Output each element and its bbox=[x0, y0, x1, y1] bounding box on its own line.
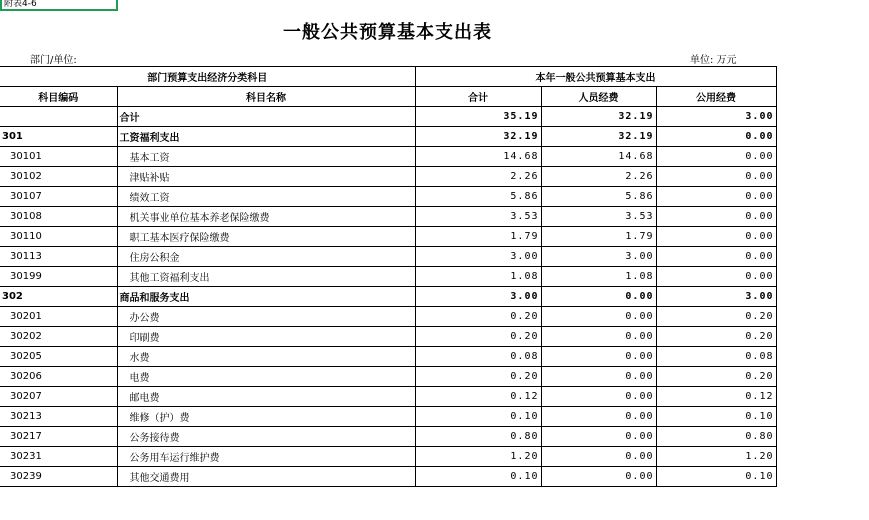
row-code: 30201 bbox=[0, 307, 117, 327]
row-code: 30199 bbox=[0, 267, 117, 287]
table-row bbox=[0, 207, 776, 227]
table-row bbox=[0, 467, 776, 487]
row-personnel: 1.08 bbox=[541, 267, 656, 287]
table-row bbox=[0, 327, 776, 347]
row-code: 30213 bbox=[0, 407, 117, 427]
row-name: 机关事业单位基本养老保险缴费 bbox=[117, 207, 415, 227]
row-code: 30207 bbox=[0, 387, 117, 407]
table-row bbox=[0, 227, 776, 247]
row-personnel: 5.86 bbox=[541, 187, 656, 207]
row-name: 公务接待费 bbox=[117, 427, 415, 447]
header-name: 科目名称 bbox=[117, 87, 415, 107]
row-name: 津贴补贴 bbox=[117, 167, 415, 187]
header-code: 科目编码 bbox=[0, 87, 117, 107]
page-title: 一般公共预算基本支出表 bbox=[283, 22, 492, 43]
row-code: 30108 bbox=[0, 207, 117, 227]
row-public: 0.00 bbox=[656, 207, 776, 227]
row-code: 30217 bbox=[0, 427, 117, 447]
table-row bbox=[0, 147, 776, 167]
table-row bbox=[0, 287, 776, 307]
row-total: 5.86 bbox=[415, 187, 541, 207]
row-public: 0.00 bbox=[656, 127, 776, 147]
unit-label: 单位: 万元 bbox=[690, 55, 737, 66]
row-name: 基本工资 bbox=[117, 147, 415, 167]
row-name: 住房公积金 bbox=[117, 247, 415, 267]
row-name: 水费 bbox=[117, 347, 415, 367]
row-name: 商品和服务支出 bbox=[117, 287, 415, 307]
table-row bbox=[0, 407, 776, 427]
row-total: 32.19 bbox=[415, 127, 541, 147]
row-personnel: 1.79 bbox=[541, 227, 656, 247]
row-public: 0.00 bbox=[656, 247, 776, 267]
dept-label: 部门/单位: bbox=[30, 55, 77, 66]
table-row bbox=[0, 367, 776, 387]
row-public: 3.00 bbox=[656, 107, 776, 127]
row-name: 职工基本医疗保险缴费 bbox=[117, 227, 415, 247]
row-code: 30202 bbox=[0, 327, 117, 347]
row-total: 0.10 bbox=[415, 407, 541, 427]
row-personnel: 0.00 bbox=[541, 347, 656, 367]
row-name: 办公费 bbox=[117, 307, 415, 327]
header-column-row bbox=[0, 87, 776, 107]
row-code: 30110 bbox=[0, 227, 117, 247]
row-code: 301 bbox=[0, 127, 117, 147]
row-name: 工资福利支出 bbox=[117, 127, 415, 147]
row-name: 其他工资福利支出 bbox=[117, 267, 415, 287]
row-personnel: 2.26 bbox=[541, 167, 656, 187]
row-name: 印刷费 bbox=[117, 327, 415, 347]
header-group-right: 本年一般公共预算基本支出 bbox=[415, 67, 776, 87]
row-public: 0.12 bbox=[656, 387, 776, 407]
row-code: 30239 bbox=[0, 467, 117, 487]
row-public: 0.20 bbox=[656, 307, 776, 327]
row-total: 0.20 bbox=[415, 367, 541, 387]
row-code: 30102 bbox=[0, 167, 117, 187]
header-personnel: 人员经费 bbox=[541, 87, 656, 107]
row-personnel: 32.19 bbox=[541, 107, 656, 127]
row-code: 30205 bbox=[0, 347, 117, 367]
row-name: 公务用车运行维护费 bbox=[117, 447, 415, 467]
row-total: 2.26 bbox=[415, 167, 541, 187]
row-public: 0.20 bbox=[656, 327, 776, 347]
row-personnel: 0.00 bbox=[541, 287, 656, 307]
row-total: 3.53 bbox=[415, 207, 541, 227]
row-personnel: 0.00 bbox=[541, 367, 656, 387]
row-personnel: 0.00 bbox=[541, 447, 656, 467]
row-personnel: 0.00 bbox=[541, 307, 656, 327]
row-name: 其他交通费用 bbox=[117, 467, 415, 487]
table-row bbox=[0, 187, 776, 207]
row-public: 0.20 bbox=[656, 367, 776, 387]
row-personnel: 0.00 bbox=[541, 327, 656, 347]
row-total: 1.20 bbox=[415, 447, 541, 467]
header-group-row bbox=[0, 67, 776, 87]
table-row bbox=[0, 387, 776, 407]
table-row bbox=[0, 267, 776, 287]
row-personnel: 3.53 bbox=[541, 207, 656, 227]
row-public: 3.00 bbox=[656, 287, 776, 307]
row-personnel: 0.00 bbox=[541, 427, 656, 447]
table-row bbox=[0, 107, 776, 127]
table-row bbox=[0, 167, 776, 187]
expenditure-table bbox=[0, 66, 777, 487]
row-public: 0.10 bbox=[656, 407, 776, 427]
row-code: 30206 bbox=[0, 367, 117, 387]
row-personnel: 3.00 bbox=[541, 247, 656, 267]
header-total: 合计 bbox=[415, 87, 541, 107]
row-code: 30113 bbox=[0, 247, 117, 267]
row-public: 1.20 bbox=[656, 447, 776, 467]
table-row bbox=[0, 307, 776, 327]
row-code: 30107 bbox=[0, 187, 117, 207]
row-personnel: 14.68 bbox=[541, 147, 656, 167]
row-name: 电费 bbox=[117, 367, 415, 387]
row-total: 0.08 bbox=[415, 347, 541, 367]
row-total: 0.12 bbox=[415, 387, 541, 407]
row-total: 3.00 bbox=[415, 247, 541, 267]
row-total: 0.80 bbox=[415, 427, 541, 447]
row-total: 0.10 bbox=[415, 467, 541, 487]
table-row bbox=[0, 127, 776, 147]
row-personnel: 0.00 bbox=[541, 407, 656, 427]
table-row bbox=[0, 347, 776, 367]
row-name: 绩效工资 bbox=[117, 187, 415, 207]
row-personnel: 32.19 bbox=[541, 127, 656, 147]
row-name: 邮电费 bbox=[117, 387, 415, 407]
row-public: 0.80 bbox=[656, 427, 776, 447]
row-total: 1.08 bbox=[415, 267, 541, 287]
row-public: 0.00 bbox=[656, 147, 776, 167]
row-public: 0.10 bbox=[656, 467, 776, 487]
row-total: 35.19 bbox=[415, 107, 541, 127]
row-code bbox=[0, 107, 117, 127]
row-public: 0.00 bbox=[656, 167, 776, 187]
row-personnel: 0.00 bbox=[541, 467, 656, 487]
table-row bbox=[0, 447, 776, 467]
row-name: 维修（护）费 bbox=[117, 407, 415, 427]
row-total: 0.20 bbox=[415, 327, 541, 347]
header-public: 公用经费 bbox=[656, 87, 776, 107]
row-total: 0.20 bbox=[415, 307, 541, 327]
row-total: 3.00 bbox=[415, 287, 541, 307]
row-name: 合计 bbox=[117, 107, 415, 127]
row-total: 1.79 bbox=[415, 227, 541, 247]
row-code: 302 bbox=[0, 287, 117, 307]
table-body bbox=[0, 107, 776, 487]
row-public: 0.00 bbox=[656, 267, 776, 287]
cell-reference[interactable]: 附表4-6 bbox=[0, 0, 118, 11]
row-code: 30101 bbox=[0, 147, 117, 167]
row-code: 30231 bbox=[0, 447, 117, 467]
row-public: 0.00 bbox=[656, 227, 776, 247]
table-row bbox=[0, 427, 776, 447]
table-row bbox=[0, 247, 776, 267]
row-public: 0.08 bbox=[656, 347, 776, 367]
header-group-left: 部门预算支出经济分类科目 bbox=[0, 67, 415, 87]
row-personnel: 0.00 bbox=[541, 387, 656, 407]
row-total: 14.68 bbox=[415, 147, 541, 167]
row-public: 0.00 bbox=[656, 187, 776, 207]
